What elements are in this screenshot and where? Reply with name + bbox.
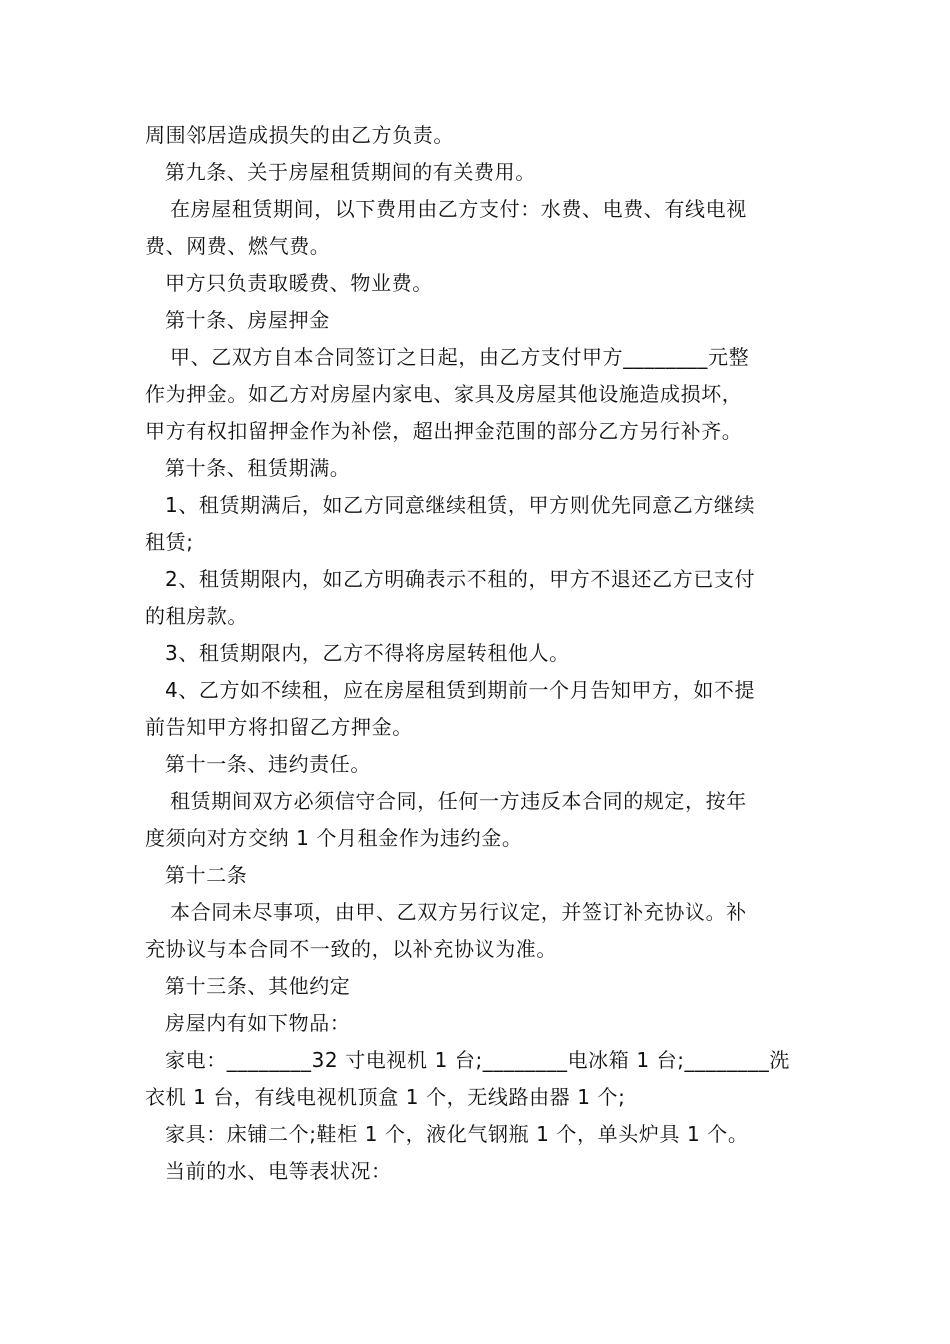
text-line: 第九条、关于房屋租赁期间的有关费用。 bbox=[165, 160, 536, 184]
text-line: 费、网费、燃气费。 bbox=[145, 234, 331, 258]
text-line: 1、租赁期满后，如乙方同意继续租赁，甲方则优先同意乙方继续 bbox=[165, 493, 756, 517]
text-line: 充协议与本合同不一致的，以补充协议为准。 bbox=[145, 937, 557, 961]
text-line: 家电：________32 寸电视机 1 台;________电冰箱 1 台;________洗 bbox=[165, 1048, 790, 1072]
text-line: 第十条、房屋押金 bbox=[165, 308, 330, 332]
text-line: 家具：床铺二个;鞋柜 1 个，液化气钢瓶 1 个，单头炉具 1 个。 bbox=[165, 1122, 749, 1146]
text-line: 房屋内有如下物品： bbox=[165, 1011, 351, 1035]
text-line: 在房屋租赁期间，以下费用由乙方支付：水费、电费、有线电视 bbox=[170, 197, 747, 221]
text-line: 周围邻居造成损失的由乙方负责。 bbox=[145, 123, 454, 147]
text-line: 作为押金。如乙方对房屋内家电、家具及房屋其他设施造成损坏， bbox=[145, 382, 743, 406]
text-line: 本合同未尽事项，由甲、乙双方另行议定，并签订补充协议。补 bbox=[170, 900, 747, 924]
text-line: 衣机 1 台，有线电视机顶盒 1 个，无线路由器 1 个; bbox=[145, 1085, 626, 1109]
text-line: 第十三条、其他约定 bbox=[165, 974, 351, 998]
text-line: 当前的水、电等表状况： bbox=[165, 1159, 392, 1183]
text-line: 甲方有权扣留押金作为补偿，超出押金范围的部分乙方另行补齐。 bbox=[145, 419, 743, 443]
text-line: 第十一条、违约责任。 bbox=[165, 752, 371, 776]
text-line: 租赁期间双方必须信守合同，任何一方违反本合同的规定，按年 bbox=[170, 789, 747, 813]
text-line: 租赁; bbox=[145, 530, 194, 554]
text-line: 2、租赁期限内，如乙方明确表示不租的，甲方不退还乙方已支付 bbox=[165, 567, 756, 591]
text-line: 第十条、租赁期满。 bbox=[165, 456, 351, 480]
text-line: 的租房款。 bbox=[145, 604, 248, 628]
text-line: 前告知甲方将扣留乙方押金。 bbox=[145, 715, 413, 739]
text-line: 甲方只负责取暖费、物业费。 bbox=[165, 271, 433, 295]
text-line: 度须向对方交纳 1 个月租金作为违约金。 bbox=[145, 826, 523, 850]
text-line: 甲、乙双方自本合同签订之日起，由乙方支付甲方________元整 bbox=[170, 345, 750, 369]
text-line: 3、租赁期限内，乙方不得将房屋转租他人。 bbox=[165, 641, 570, 665]
text-line: 4、乙方如不续租，应在房屋租赁到期前一个月告知甲方，如不提 bbox=[165, 678, 756, 702]
text-line: 第十二条 bbox=[165, 863, 248, 887]
